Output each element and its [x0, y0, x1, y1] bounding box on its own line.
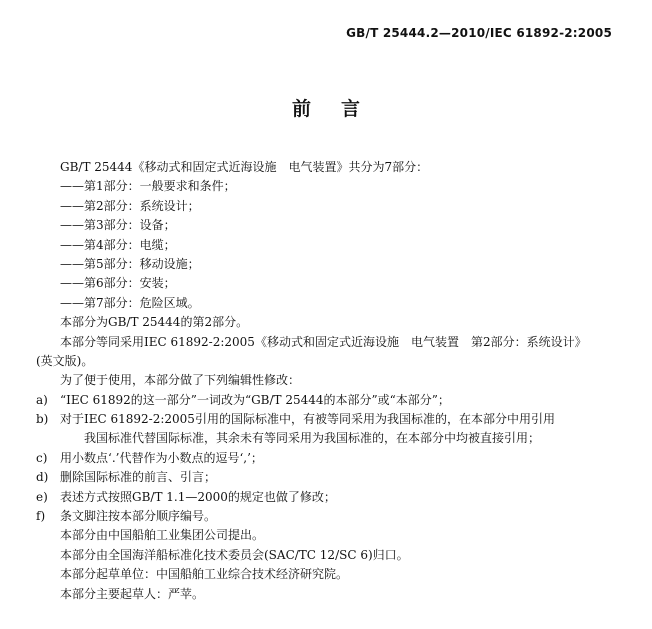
part-item: ——第4部分：电缆； — [60, 237, 176, 252]
edit-item-b-continuation: 我国标准代替国际标准，其余未有等同采用为我国标准的，在本部分中均被直接引用； — [84, 431, 541, 446]
edit-item-label: f) — [36, 509, 46, 524]
edit-item-text: 用小数点‘.’代替作为小数点的逗号‘,’； — [60, 450, 263, 465]
adoption-paragraph-line2: (英文版)。 — [36, 353, 94, 368]
edit-item-text: “IEC 61892的这一部分”一词改为“GB/T 25444的本部分”或“本部分”； — [60, 392, 450, 407]
edit-item-label: d) — [36, 470, 49, 485]
this-part-paragraph: 本部分为GB/T 25444的第2部分。 — [60, 315, 249, 330]
edit-item-label: e) — [36, 489, 48, 504]
part-item: ——第1部分：一般要求和条件； — [60, 179, 236, 194]
edit-item-label: a) — [36, 392, 48, 407]
closing-paragraph: 本部分由中国船舶工业集团公司提出。 — [60, 528, 265, 543]
edit-item-text: 条文脚注按本部分顺序编号。 — [60, 509, 217, 524]
part-item: ——第5部分：移动设施； — [60, 256, 200, 271]
page-title: 前言 — [291, 98, 390, 120]
part-item: ——第6部分：安装； — [60, 276, 176, 291]
intro-paragraph: GB/T 25444《移动式和固定式近海设施 电气装置》共分为7部分： — [60, 160, 429, 174]
edit-item-text: 删除国际标准的前言、引言； — [60, 470, 217, 485]
edits-intro-paragraph: 为了便于使用，本部分做了下列编辑性修改： — [60, 373, 301, 388]
edit-item-a — [36, 391, 622, 410]
part-item: ——第2部分：系统设计； — [60, 198, 200, 213]
document-body — [36, 158, 622, 604]
edit-item-f — [36, 507, 622, 526]
closing-paragraph: 本部分主要起草人：严苹。 — [60, 586, 205, 601]
closing-paragraph: 本部分起草单位：中国船舶工业综合技术经济研究院。 — [60, 567, 349, 582]
edit-item-text: 对于IEC 61892-2:2005引用的国际标准中，有被等同采用为我国标准的，在本部分中用引用 — [60, 412, 555, 427]
closing-paragraph: 本部分由全国海洋船标准化技术委员会(SAC/TC 12/SC 6)归口。 — [60, 547, 409, 562]
adoption-paragraph-line1: 本部分等同采用IEC 61892-2:2005《移动式和固定式近海设施 电气装置 第2部分：系统设计》 — [60, 334, 587, 349]
edit-item-b — [36, 410, 622, 429]
part-item: ——第7部分：危险区域。 — [60, 295, 200, 310]
edit-item-label: b) — [36, 412, 49, 427]
edit-item-text: 表述方式按照GB/T 1.1—2000的规定也做了修改； — [60, 489, 336, 504]
standard-number: GB/T 25444.2—2010/IEC 61892-2:2005 — [346, 26, 612, 40]
edit-item-c — [36, 449, 622, 468]
part-item: ——第3部分：设备； — [60, 218, 176, 233]
edit-item-e — [36, 488, 622, 507]
edit-item-label: c) — [36, 450, 48, 465]
edit-item-d — [36, 468, 622, 487]
